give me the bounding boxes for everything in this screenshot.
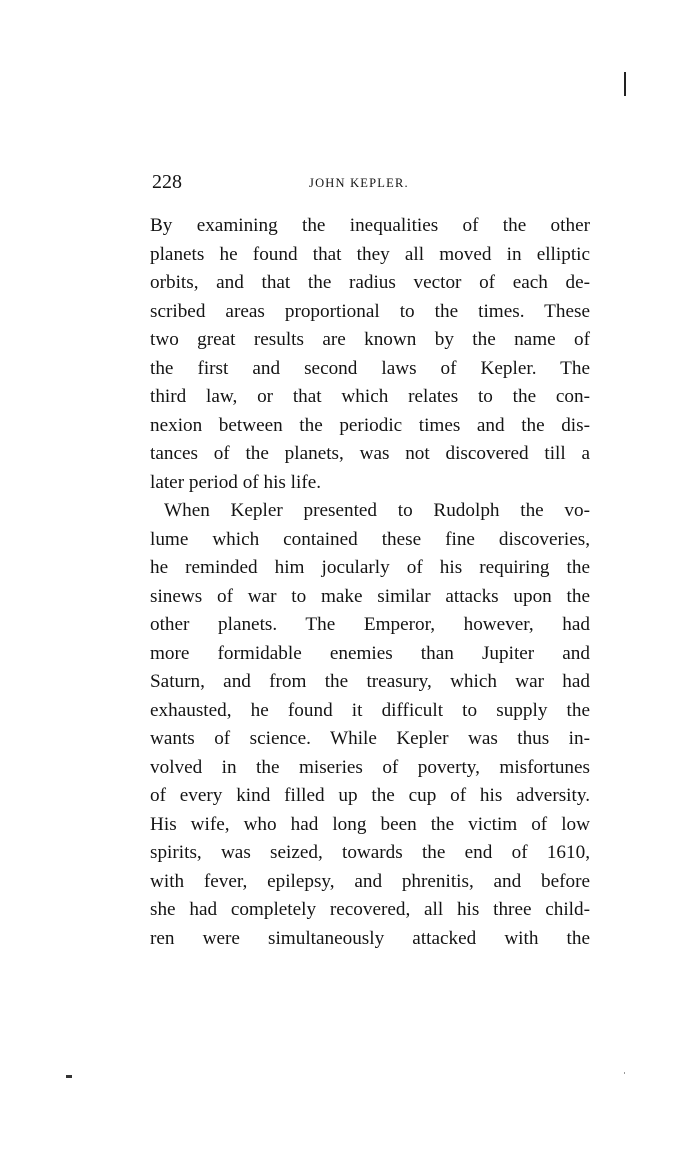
page-number: 228: [152, 171, 182, 193]
text-line: exhausted, he found it difficult to supply the: [150, 699, 590, 721]
text-line: scribed areas proportional to the times. These: [150, 300, 590, 322]
text-line: When Kepler presented to Rudolph the vo-: [164, 500, 590, 521]
text-line: planets he found that they all moved in elliptic: [150, 243, 590, 265]
running-header: [152, 170, 588, 194]
running-title: JOHN KEPLER.: [309, 176, 409, 190]
text-line: tances of the planets, was not discovered till a: [150, 443, 590, 464]
text-line: spirits, was seized, towards the end of 1610,: [150, 842, 590, 863]
text-line: third law, or that which relates to the con-: [150, 386, 590, 407]
body-text: [150, 212, 590, 953]
page-edge-mark: [624, 72, 626, 96]
text-line: volved in the miseries of poverty, misfortunes: [150, 756, 590, 778]
scan-speck: [624, 1072, 625, 1074]
text-line: sinews of war to make similar attacks upon the: [150, 585, 590, 607]
text-line: nexion between the periodic times and the dis-: [150, 414, 590, 436]
text-line: orbits, and that the radius vector of each de-: [150, 272, 590, 293]
text-line: with fever, epilepsy, and phrenitis, and before: [150, 870, 590, 892]
text-line: lume which contained these fine discoveries,: [150, 528, 590, 550]
scan-speck: [66, 1075, 72, 1078]
text-line: ren were simultaneously attacked with the: [150, 927, 590, 949]
text-line: Saturn, and from the treasury, which war had: [150, 671, 590, 692]
text-line: she had completely recovered, all his three child-: [150, 899, 590, 920]
text-line: His wife, who had long been the victim of low: [150, 813, 590, 835]
text-line: two great results are known by the name of: [150, 329, 590, 350]
text-line: more formidable enemies than Jupiter and: [150, 642, 590, 664]
text-line: he reminded him jocularly of his requiring the: [150, 557, 590, 578]
text-line: By examining the inequalities of the other: [150, 215, 590, 236]
text-line: other planets. The Emperor, however, had: [150, 614, 590, 635]
text-line: wants of science. While Kepler was thus in-: [150, 728, 590, 749]
text-line: the first and second laws of Kepler. The: [150, 357, 590, 379]
text-line: of every kind filled up the cup of his adversity.: [150, 785, 590, 806]
text-line: later period of his life.: [150, 471, 322, 493]
